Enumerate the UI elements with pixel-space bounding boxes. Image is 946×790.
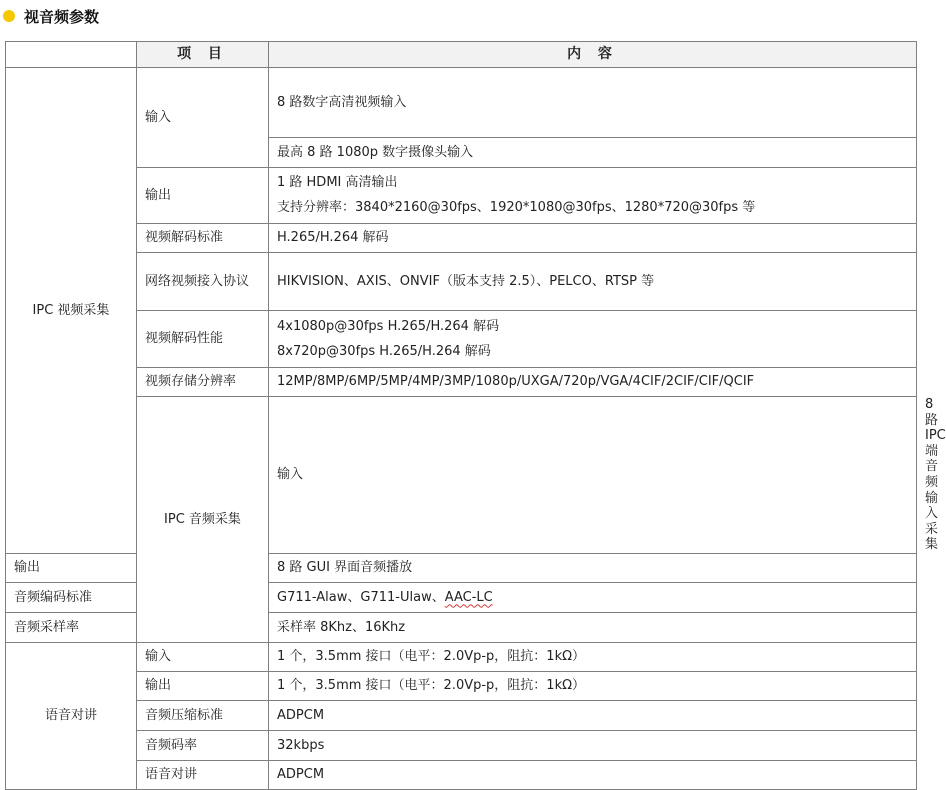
item-label: 音频压缩标准 (137, 700, 269, 730)
content-cell (269, 642, 917, 671)
content-line: 1 路 HDMI 高清输出 (277, 175, 398, 191)
table-row (6, 642, 917, 671)
content-cell (269, 68, 917, 138)
content-line: 采样率 8Khz、16Khz (277, 619, 406, 635)
content-line: 8 路 GUI 界面音频播放 (277, 560, 413, 576)
content-cell (269, 368, 917, 397)
category-cell: IPC 视频采集 (6, 68, 137, 554)
table-row: IPC 音频采集 输入 8 路 IPC 端音频输入采集 (6, 397, 917, 554)
content-cell (269, 700, 917, 730)
content-cell (269, 168, 917, 224)
item-label: 网络视频接入协议 (137, 253, 269, 311)
item-label: 输入 (269, 397, 917, 554)
content-line: 32kbps (277, 737, 325, 753)
table-row (6, 253, 917, 311)
content-line: ADPCM (277, 767, 325, 783)
section-title: 视音频参数 (24, 7, 100, 26)
content-line: ADPCM (277, 707, 325, 723)
header-content: 内 容 (269, 42, 917, 68)
item-label: 视频解码性能 (137, 311, 269, 368)
content-line: 1 个，3.5mm 接口（电平：2.0Vp-p，阻抗：1kΩ） (277, 678, 586, 694)
table-row (6, 700, 917, 730)
item-label: 视频存储分辨率 (137, 368, 269, 397)
item-label: 音频编码标准 (6, 582, 137, 612)
content-cell (269, 253, 917, 311)
table-row (6, 168, 917, 224)
header-item: 项 目 (137, 42, 269, 68)
content-line: G711-Alaw、G711-Ulaw、 (277, 589, 445, 605)
item-label: 输出 (137, 168, 269, 224)
table-row (6, 671, 917, 700)
table-row (6, 730, 917, 760)
content-cell (269, 138, 917, 168)
table-row (6, 224, 917, 253)
table-row (6, 68, 917, 138)
content-line: 8x720p@30fps H.265/H.264 解码 (277, 343, 491, 359)
content-cell (269, 760, 917, 789)
content-cell (269, 553, 917, 582)
item-label: 音频采样率 (6, 612, 137, 642)
content-cell (269, 612, 917, 642)
table-row (6, 368, 917, 397)
content-line: 4x1080p@30fps H.265/H.264 解码 (277, 318, 500, 334)
item-label: 音频码率 (137, 730, 269, 760)
category-cell: IPC 音频采集 (137, 397, 269, 643)
item-label: 输出 (6, 553, 137, 582)
content-line: 1 个，3.5mm 接口（电平：2.0Vp-p，阻抗：1kΩ） (277, 649, 586, 665)
item-label: 视频解码标准 (137, 224, 269, 253)
section-heading (0, 5, 99, 27)
spec-table (5, 41, 946, 790)
content-line: 12MP/8MP/6MP/5MP/4MP/3MP/1080p/UXGA/720p/VGA/4CIF/2CIF/CIF/QCIF (277, 374, 755, 390)
content-line: H.265/H.264 解码 (277, 230, 389, 246)
content-cell (269, 671, 917, 700)
item-label: 输入 (137, 642, 269, 671)
table-row (6, 311, 917, 368)
header-blank-cell (6, 42, 137, 68)
content-cell (269, 582, 917, 612)
table-row (6, 760, 917, 789)
category-cell: 语音对讲 (6, 642, 137, 789)
content-line: 8 路数字高清视频输入 (277, 94, 407, 110)
content-line: 支持分辨率：3840*2160@30fps、1920*1080@30fps、1280*720@30fps 等 (277, 200, 756, 215)
content-cell (269, 224, 917, 253)
content-cell (269, 311, 917, 368)
item-label: 输出 (137, 671, 269, 700)
content-line: 最高 8 路 1080p 数字摄像头输入 (277, 144, 474, 160)
item-label: 输入 (137, 68, 269, 168)
content-cell (269, 730, 917, 760)
content-line: HIKVISION、AXIS、ONVIF（版本支持 2.5）、PELCO、RTSP 等 (277, 273, 655, 289)
bullet-dot-icon (3, 10, 15, 22)
item-label: 语音对讲 (137, 760, 269, 789)
content-line-spellcheck: AAC-LC (444, 589, 493, 605)
table-header-row (6, 42, 917, 68)
